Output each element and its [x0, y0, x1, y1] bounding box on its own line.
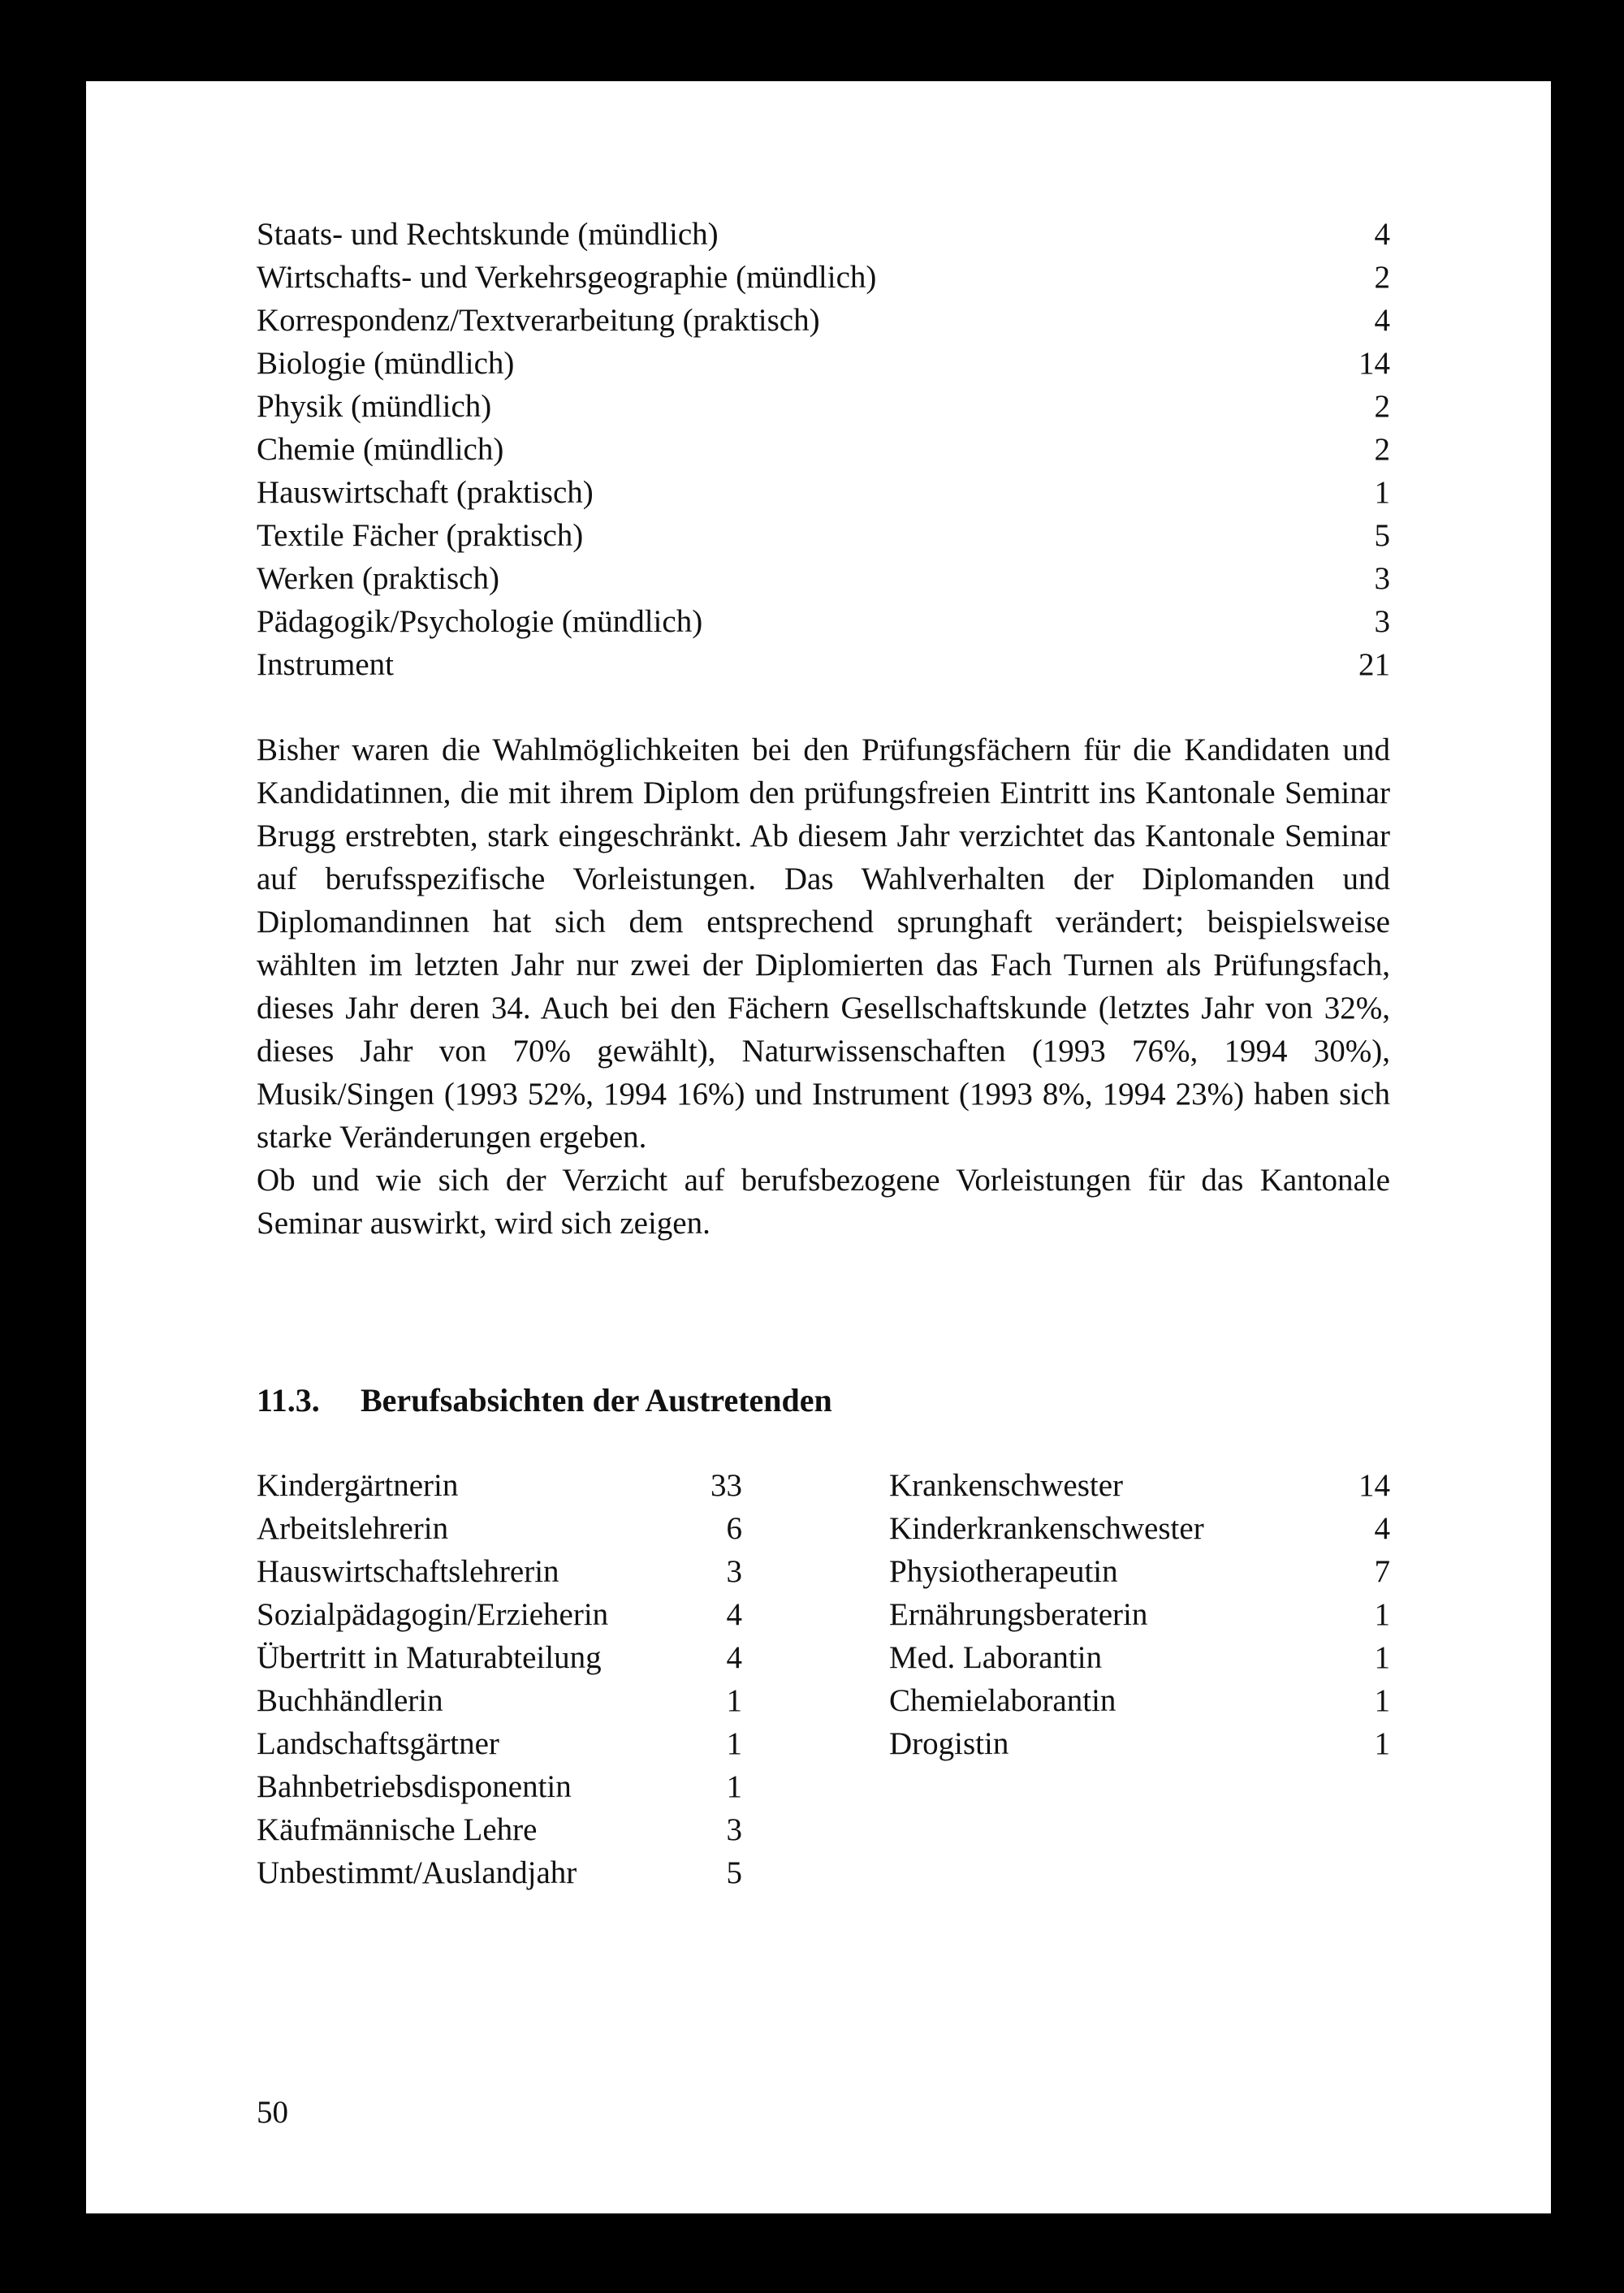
- career-label: Sozialpädagogin/Erzieherin: [257, 1597, 609, 1632]
- paragraph: Bisher waren die Wahlmöglichkeiten bei den Prüfungsfächern für die Kandidaten und Kandidatinnen, die mit ihrem Diplom den prüfungsfreien Eintritt ins Kantonale Seminar Brugg erstrebten, stark eingeschränkt. Ab diesem Jahr verzichtet das Kantonale Seminar auf berufsspezifische Vorleistungen. Das Wahlverhalten der Diplomanden und Diplomandinnen hat sich dem entsprechend sprunghaft verändert; beispielsweise wählten im letzten Jahr nur zwei der Diplomierten das Fach Turnen als Prüfungsfach, dieses Jahr deren 34. Auch bei den Fächern Gesellschaftskunde (letztes Jahr von 32%, dieses Jahr von 70% gewählt), Naturwissenschaften (1993 76%, 1994 30%), Musik/Singen (1993 52%, 1994 16%) und Instrument (1993 8%, 1994 23%) haben sich starke Veränderungen ergeben.: [257, 732, 1390, 1155]
- list-item: [257, 471, 1390, 514]
- paragraph: Ob und wie sich der Verzicht auf berufsbezogene Vorleistungen für das Kantonale Seminar auswirkt, wird sich zeigen.: [257, 1163, 1390, 1241]
- career-count: 4: [726, 1597, 742, 1632]
- subject-label: Instrument: [257, 647, 394, 682]
- subject-label: Biologie (mündlich): [257, 346, 515, 381]
- career-count: 5: [726, 1855, 742, 1890]
- subject-count: 2: [1374, 389, 1390, 424]
- career-label: Kindergärtnerin: [257, 1468, 459, 1503]
- career-label: Kinderkrankenschwester: [889, 1511, 1204, 1546]
- subject-count: 1: [1374, 475, 1390, 510]
- body-text: [257, 728, 1390, 1245]
- career-label: Käufmännische Lehre: [257, 1812, 538, 1847]
- subject-label: Hauswirtschaft (praktisch): [257, 475, 594, 510]
- career-label: Unbestimmt/Auslandjahr: [257, 1855, 577, 1890]
- document-page: [86, 81, 1551, 2213]
- list-item: [889, 1464, 1390, 1507]
- page-number: 50: [257, 2095, 288, 2130]
- list-item: [257, 1808, 742, 1851]
- career-count: 1: [726, 1726, 742, 1761]
- career-count: 14: [1358, 1468, 1390, 1503]
- exam-subjects-list: [257, 213, 1390, 686]
- list-item: [889, 1636, 1390, 1679]
- subject-count: 4: [1374, 303, 1390, 338]
- subject-count: 4: [1374, 217, 1390, 252]
- career-count: 33: [710, 1468, 742, 1503]
- subject-label: Pädagogik/Psychologie (mündlich): [257, 604, 703, 639]
- list-item: [257, 299, 1390, 342]
- career-label: Buchhändlerin: [257, 1683, 443, 1718]
- list-item: [257, 643, 1390, 686]
- subject-count: 2: [1374, 260, 1390, 295]
- career-label: Chemielaborantin: [889, 1683, 1116, 1718]
- page-content: [257, 213, 1390, 1894]
- list-item: [257, 1464, 742, 1507]
- list-item: [257, 342, 1390, 385]
- career-count: 6: [726, 1511, 742, 1546]
- career-label: Krankenschwester: [889, 1468, 1124, 1503]
- career-list-left: [257, 1464, 742, 1894]
- career-count: 4: [726, 1640, 742, 1675]
- list-item: [257, 1636, 742, 1679]
- subject-count: 2: [1374, 432, 1390, 467]
- section-title: Berufsabsichten der Austretenden: [361, 1382, 832, 1419]
- career-count: 1: [1374, 1683, 1390, 1718]
- career-label: Physiotherapeutin: [889, 1554, 1118, 1589]
- career-count: 1: [1374, 1597, 1390, 1632]
- list-item: [257, 514, 1390, 557]
- subject-count: 3: [1374, 561, 1390, 596]
- list-item: [889, 1722, 1390, 1765]
- subject-label: Werken (praktisch): [257, 561, 499, 596]
- list-item: [257, 600, 1390, 643]
- career-label: Übertritt in Maturabteilung: [257, 1640, 602, 1675]
- career-columns: [257, 1464, 1390, 1894]
- list-item: [257, 1679, 742, 1722]
- list-item: [257, 428, 1390, 471]
- subject-label: Physik (mündlich): [257, 389, 492, 424]
- subject-count: 21: [1358, 647, 1390, 682]
- list-item: [257, 213, 1390, 256]
- career-count: 3: [726, 1812, 742, 1847]
- career-label: Ernährungsberaterin: [889, 1597, 1148, 1632]
- list-item: [889, 1679, 1390, 1722]
- career-label: Landschaftsgärtner: [257, 1726, 499, 1761]
- career-label: Drogistin: [889, 1726, 1009, 1761]
- career-count: 1: [1374, 1640, 1390, 1675]
- list-item: [257, 1851, 742, 1894]
- subject-count: 14: [1358, 346, 1390, 381]
- subject-count: 3: [1374, 604, 1390, 639]
- section-heading: [257, 1379, 1390, 1422]
- list-item: [257, 385, 1390, 428]
- subject-count: 5: [1374, 518, 1390, 553]
- career-count: 1: [726, 1683, 742, 1718]
- list-item: [257, 1507, 742, 1550]
- list-item: [889, 1550, 1390, 1593]
- subject-label: Staats- und Rechtskunde (mündlich): [257, 217, 719, 252]
- career-label: Bahnbetriebsdisponentin: [257, 1769, 572, 1804]
- list-item: [257, 1722, 742, 1765]
- career-count: 4: [1374, 1511, 1390, 1546]
- subject-label: Korrespondenz/Textverarbeitung (praktisch): [257, 303, 820, 338]
- subject-label: Wirtschafts- und Verkehrsgeographie (mündlich): [257, 260, 877, 295]
- section-number: 11.3.: [257, 1382, 320, 1419]
- list-item: [889, 1593, 1390, 1636]
- career-count: 1: [726, 1769, 742, 1804]
- list-item: [257, 256, 1390, 299]
- career-label: Med. Laborantin: [889, 1640, 1103, 1675]
- career-count: 3: [726, 1554, 742, 1589]
- career-list-right: [889, 1464, 1390, 1894]
- list-item: [889, 1507, 1390, 1550]
- subject-label: Textile Fächer (praktisch): [257, 518, 584, 553]
- list-item: [257, 557, 1390, 600]
- career-count: 1: [1374, 1726, 1390, 1761]
- career-count: 7: [1374, 1554, 1390, 1589]
- career-label: Arbeitslehrerin: [257, 1511, 449, 1546]
- list-item: [257, 1593, 742, 1636]
- subject-label: Chemie (mündlich): [257, 432, 504, 467]
- list-item: [257, 1550, 742, 1593]
- list-item: [257, 1765, 742, 1808]
- career-label: Hauswirtschaftslehrerin: [257, 1554, 559, 1589]
